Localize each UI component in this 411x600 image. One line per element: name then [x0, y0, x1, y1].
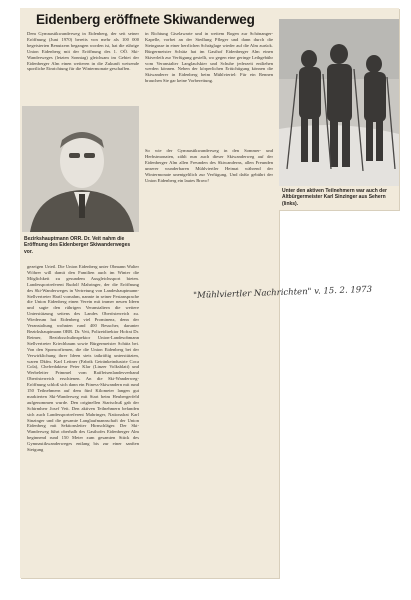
portrait-photo: [22, 106, 139, 232]
photo-caption-right: Unter den aktiven Teilnehmern war auch der Altbürgermeister Karl Sinzinger aus Sehern (links).: [282, 188, 387, 207]
article-intro-text: Dem Gymnastikwanderweg in Eidenberg, der seit seiner Eröffnung (Juni 1970) bereits von mehr als 100 000 begeisterten Benutzern begangen worden ist, hat die rührige Union Eidenberg mit der Eröffnung des 1. OÖ. Ski-Wanderweges (letzten Sonntag) gleichsam im Gebiet der Eidenberger Alm einen weiteren in die Zukunft weisende sportliche Einrichtung für die Wintermonate geschaffen.: [27, 31, 139, 72]
article-lower-text: gezeigen Urteil. Die Union Eidenberg unter Obmann Walter Wöhrer will damit den Familien auch im Winter die Möglichkeit zu gesundem Ausgleichssport bieten. Landessportreferent Rudolf Mahringer, der die Eröffnung des Ski-Wanderweges in Vertretung von Landeshauptmann-Stellvertreter Hartl vornahm, nannte in seiner Festansprache die Union Eidenberg einen Verein mit immer neuen Ideen und sagte den rührigen Veranstaltern die weitere Unterstützung seitens des Landes Oberösterreich zu. Wiederum hat Eidenberg viel Prominenz, denn der Veranstaltung wohnten rund 400 Besucher, darunter Bezirkshauptmann ORR. Dr. Veit, Polizeidirektor Hofrat Dr. Reimer, Bezirksschulinspektor Union-Landesobmann Stellvertreter Kriechbaum sowie Bürgermeister Schütz bei. Von den Sponsorfirmen, die die Union Eidenberg bei der Verwirklichung ihrer Ideen stets tatkräftig unterstützten, waren Dkfm. Karl Leitner (Fabrik Getränkeindustrie Coca Cola), Chefredakteur Peter Klar (Linzer Volksblatt) und Werbeleiter Primmel vom Raiffeisenlandesverband Oberösterreich erschienen. An die Ski-Wanderweg-Eröffnung schloß sich dann ein Fitness-Skiwandern mit rund 150 Teilnehmern auf dem fünf Kilometer langen gut markierten Ski-Wanderweg mit Start beim Heubergerfeld aufgenommen wurde. Den originellen Startschuß gab der Schirmherr Josef Veit. Den aktiven Teilnehmern befanden sich auch Landessportreferent Mahringer, Nationalrat Karl Sinzinger und die gesamte Langlaufmannschaft der Union Eidenberg mit Sektionsleiter Hirnschläger. Der Ski-Wanderweg führt oberhalb des Gasthofes Eidenberger Alm beginnend rund 150 Meter zum gesamten Stück des Gymnastikwanderweges entlang bis zur einer sanften Steigung: [27, 264, 139, 453]
skiers-photo: [279, 19, 399, 186]
handwritten-source-note: "Mühlviertler Nachrichten" v. 15. 2. 1973: [193, 284, 373, 301]
article-headline: Eidenberg eröffnete Skiwanderweg: [36, 12, 255, 27]
photo-caption-left: Bezirkshauptmann ORR. Dr. Veit nahm die Eröffnung des Eidenberger Skiwanderweges vor.: [24, 236, 131, 255]
article-right-column-text: in Richtung Giselawarte und in weitem Bogen zur Schönanger-Kapelle, vorbei an der Siedlung Pfleger und dann durch die Steingasse in einer herrlichen Schräglage wieder auf die Alm zurück. Bürgermeister Schütz hat im Gasthof Eidenberger Alm einen Skiverleih zur Verfügung gestellt, wo gegen eine geringe Leihgebühr vom Veranstalter Langlaufskier und Schuhe jederzeit entliehen werden können. Neben der körperlichen Ertüchtigung können die Skiwanderer in Eidenberg beim Mühlviertel: Für ein Rennen brauchen Sie gar keine Vorbereitung.: [145, 31, 273, 84]
article-right-column-text-b: So wie der Gymnastikwanderweg in den Sommer- und Herbstmonaten, zählt nun auch dieser Skiwanderweg auf der Eidenberger Alm allen Freunden des Skiwanderns, allen Freunden unserer wunderbaren Mühlviertler Heimat während der Wintermonate unentgeltlich zur Verfügung. Und dafür gebührt der Union Eidenberg ein lautes Bravo!: [145, 148, 273, 183]
